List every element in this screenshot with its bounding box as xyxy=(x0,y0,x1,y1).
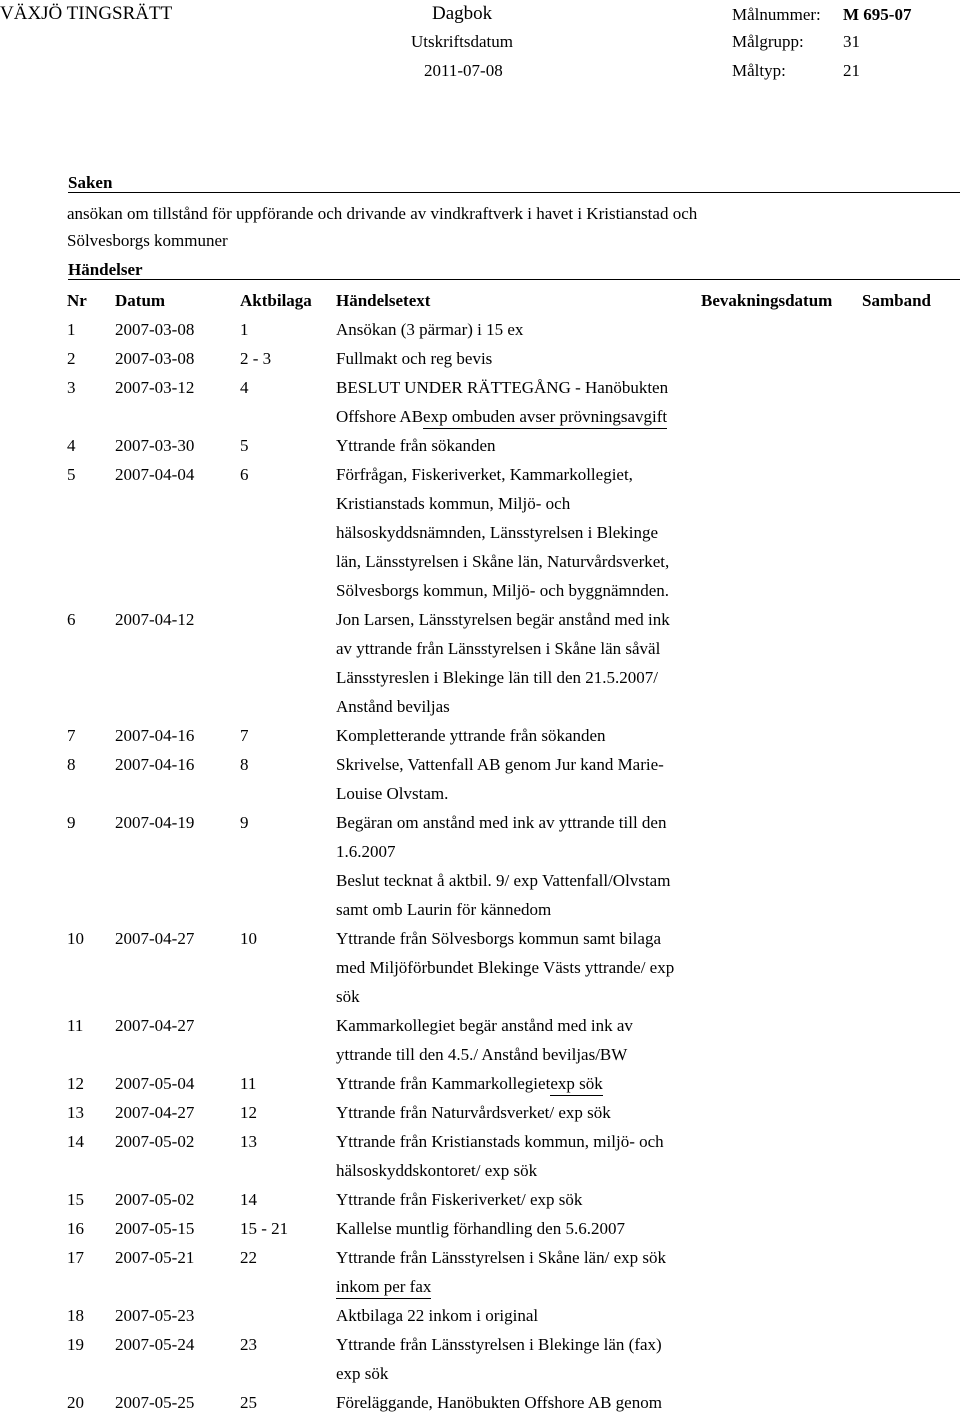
event-text-main: samt omb Laurin för kännedom xyxy=(336,900,552,919)
print-date: 2011-07-08 xyxy=(424,61,503,80)
event-text xyxy=(336,900,551,920)
event-text-main: Föreläggande, Hanöbukten Offshore AB genom xyxy=(336,1393,662,1412)
table-row xyxy=(0,813,960,842)
event-text xyxy=(336,1277,431,1297)
case-heading-rule xyxy=(68,192,960,193)
event-attachment: 11 xyxy=(240,1074,257,1093)
event-text-main: Aktbilaga 22 inkom i original xyxy=(336,1306,539,1325)
table-row xyxy=(0,552,960,581)
table-row xyxy=(0,320,960,349)
table-row xyxy=(0,668,960,697)
event-text-main: Kallelse muntlig förhandling den 5.6.2007 xyxy=(336,1219,625,1238)
event-text xyxy=(336,1190,582,1210)
event-text xyxy=(336,1016,633,1036)
event-text xyxy=(336,610,670,630)
event-attachment: 13 xyxy=(240,1132,257,1151)
event-date: 2007-05-15 xyxy=(115,1219,195,1238)
table-row xyxy=(0,1364,960,1393)
events-heading: Händelser xyxy=(68,260,143,279)
event-date: 2007-05-23 xyxy=(115,1306,195,1325)
event-text-main: Förfrågan, Fiskeriverket, Kammarkollegiet, xyxy=(336,465,633,484)
event-text-main: Yttrande från Länsstyrelsen i Blekinge län (fax) xyxy=(336,1335,662,1354)
event-text xyxy=(336,494,570,514)
table-row xyxy=(0,900,960,929)
event-text-main: län, Länsstyrelsen i Skåne län, Naturvårdsverket, xyxy=(336,552,670,571)
event-nr: 16 xyxy=(67,1219,84,1238)
event-text-main: Yttrande från Kammarkollegiet xyxy=(336,1074,551,1093)
event-text-main: Yttrande från Kristianstads kommun, miljö- och xyxy=(336,1132,664,1151)
column-header-attachment: Aktbilaga xyxy=(240,291,312,310)
event-date: 2007-05-04 xyxy=(115,1074,195,1093)
event-text xyxy=(336,639,660,659)
table-row xyxy=(0,494,960,523)
event-attachment: 23 xyxy=(240,1335,257,1354)
event-text xyxy=(336,668,658,688)
event-text xyxy=(336,1219,625,1239)
event-text xyxy=(336,1364,388,1384)
case-group-label: Målgrupp: xyxy=(732,32,804,51)
case-type: 21 xyxy=(843,61,860,80)
event-nr: 4 xyxy=(67,436,76,455)
event-attachment: 14 xyxy=(240,1190,257,1209)
table-row xyxy=(0,784,960,813)
case-number: M 695-07 xyxy=(843,5,912,24)
column-header-watch-date: Bevakningsdatum xyxy=(701,291,833,310)
event-nr: 10 xyxy=(67,929,84,948)
event-date: 2007-05-21 xyxy=(115,1248,195,1267)
event-text xyxy=(336,1248,666,1268)
table-row xyxy=(0,929,960,958)
event-text xyxy=(336,1161,537,1181)
event-text xyxy=(336,407,667,427)
event-date: 2007-05-02 xyxy=(115,1190,195,1209)
event-nr: 20 xyxy=(67,1393,84,1412)
event-attachment: 8 xyxy=(240,755,249,774)
event-date: 2007-04-27 xyxy=(115,1103,195,1122)
event-text xyxy=(336,813,666,833)
event-text-main: sök xyxy=(336,987,360,1006)
table-row xyxy=(0,842,960,871)
table-row xyxy=(0,987,960,1016)
table-row xyxy=(0,349,960,378)
event-text-main: Yttrande från Sölvesborgs kommun samt bilaga xyxy=(336,929,661,948)
event-nr: 12 xyxy=(67,1074,84,1093)
event-text xyxy=(336,320,523,340)
event-text-underlined: inkom per fax xyxy=(336,1277,431,1299)
event-text xyxy=(336,1132,664,1152)
event-date: 2007-03-08 xyxy=(115,349,195,368)
table-row xyxy=(0,726,960,755)
table-row xyxy=(0,581,960,610)
case-number-label: Målnummer: xyxy=(732,5,821,24)
event-nr: 14 xyxy=(67,1132,84,1151)
event-text-main: Fullmakt och reg bevis xyxy=(336,349,493,368)
print-date-label: Utskriftsdatum xyxy=(411,32,513,51)
event-text-main: Sölvesborgs kommun, Miljö- och byggnämnden. xyxy=(336,581,670,600)
event-attachment: 15 - 21 xyxy=(240,1219,289,1238)
table-row xyxy=(0,871,960,900)
event-attachment: 22 xyxy=(240,1248,257,1267)
table-row xyxy=(0,1393,960,1422)
event-nr: 15 xyxy=(67,1190,84,1209)
event-nr: 5 xyxy=(67,465,76,484)
event-text xyxy=(336,842,396,862)
event-text xyxy=(336,1335,662,1355)
event-text xyxy=(336,1074,603,1094)
event-text xyxy=(336,349,492,369)
event-text-underlined: exp sök xyxy=(550,1074,602,1096)
case-heading: Saken xyxy=(68,173,113,192)
table-row xyxy=(0,958,960,987)
table-row xyxy=(0,1045,960,1074)
table-row xyxy=(0,1306,960,1335)
event-nr: 8 xyxy=(67,755,76,774)
event-attachment: 7 xyxy=(240,726,249,745)
table-row xyxy=(0,523,960,552)
table-row xyxy=(0,378,960,407)
event-text-main: BESLUT UNDER RÄTTEGÅNG - Hanöbukten xyxy=(336,378,669,397)
table-row xyxy=(0,1277,960,1306)
event-nr: 13 xyxy=(67,1103,84,1122)
event-date: 2007-05-24 xyxy=(115,1335,195,1354)
event-text-underlined: exp ombuden avser prövningsavgift xyxy=(423,407,667,429)
column-header-event-text: Händelsetext xyxy=(336,291,431,310)
event-attachment: 4 xyxy=(240,378,249,397)
event-attachment: 1 xyxy=(240,320,249,339)
event-date: 2007-04-27 xyxy=(115,929,195,948)
event-text xyxy=(336,1103,611,1123)
table-row xyxy=(0,1161,960,1190)
event-date: 2007-03-30 xyxy=(115,436,195,455)
event-text xyxy=(336,465,633,485)
table-row xyxy=(0,436,960,465)
table-row xyxy=(0,1074,960,1103)
event-nr: 3 xyxy=(67,378,76,397)
table-row xyxy=(0,610,960,639)
event-text-main: Ansökan (3 pärmar) i 15 ex xyxy=(336,320,524,339)
event-nr: 17 xyxy=(67,1248,84,1267)
event-text-main: Beslut tecknat å aktbil. 9/ exp Vattenfall/Olvstam xyxy=(336,871,671,890)
table-row xyxy=(0,755,960,784)
table-row xyxy=(0,465,960,494)
event-attachment: 5 xyxy=(240,436,249,455)
table-row xyxy=(0,1016,960,1045)
event-date: 2007-03-12 xyxy=(115,378,195,397)
table-row xyxy=(0,1103,960,1132)
court-name: VÄXJÖ TINGSRÄTT xyxy=(0,3,173,24)
case-description-line-2: Sölvesborgs kommuner xyxy=(67,231,228,250)
event-nr: 9 xyxy=(67,813,76,832)
event-text-main: Yttrande från Naturvårdsverket/ exp sök xyxy=(336,1103,611,1122)
event-text-main: hälsoskyddsnämnden, Länsstyrelsen i Blekinge xyxy=(336,523,659,542)
event-text-main: Kristianstads kommun, Miljö- och xyxy=(336,494,571,513)
event-attachment: 12 xyxy=(240,1103,257,1122)
event-text-main: Kammarkollegiet begär anstånd med ink av xyxy=(336,1016,633,1035)
event-text-main: Yttrande från Fiskeriverket/ exp sök xyxy=(336,1190,583,1209)
table-row xyxy=(0,1248,960,1277)
table-row xyxy=(0,407,960,436)
event-text-main: Louise Olvstam. xyxy=(336,784,449,803)
case-description-line-1: ansökan om tillstånd för uppförande och drivande av vindkraftverk i havet i Kristianstad och xyxy=(67,204,698,223)
event-text-main: Skrivelse, Vattenfall AB genom Jur kand Marie- xyxy=(336,755,664,774)
event-attachment: 25 xyxy=(240,1393,257,1412)
column-header-nr: Nr xyxy=(67,291,87,310)
event-text-main: med Miljöförbundet Blekinge Västs yttrande/ exp xyxy=(336,958,675,977)
table-row xyxy=(0,697,960,726)
event-text xyxy=(336,871,670,891)
table-row xyxy=(0,1132,960,1161)
case-type-label: Måltyp: xyxy=(732,61,786,80)
event-text xyxy=(336,1393,662,1413)
table-row xyxy=(0,1219,960,1248)
event-date: 2007-04-16 xyxy=(115,726,195,745)
event-date: 2007-04-12 xyxy=(115,610,195,629)
event-text-main: Jon Larsen, Länsstyrelsen begär anstånd med ink xyxy=(336,610,670,629)
event-text xyxy=(336,958,674,978)
event-text xyxy=(336,726,606,746)
table-row xyxy=(0,639,960,668)
event-text xyxy=(336,581,669,601)
table-row xyxy=(0,1190,960,1219)
event-nr: 2 xyxy=(67,349,76,368)
event-date: 2007-04-19 xyxy=(115,813,195,832)
event-text-main: Yttrande från sökanden xyxy=(336,436,496,455)
event-text-main: Yttrande från Länsstyrelsen i Skåne län/ exp sök xyxy=(336,1248,666,1267)
event-text-main: yttrande till den 4.5./ Anstånd beviljas/BW xyxy=(336,1045,628,1064)
event-date: 2007-05-02 xyxy=(115,1132,195,1151)
event-nr: 19 xyxy=(67,1335,84,1354)
document-title: Dagbok xyxy=(432,3,493,24)
event-date: 2007-04-16 xyxy=(115,755,195,774)
event-attachment: 9 xyxy=(240,813,249,832)
event-text xyxy=(336,987,360,1007)
event-text xyxy=(336,784,448,804)
event-text-main: Kompletterande yttrande från sökanden xyxy=(336,726,606,745)
event-nr: 1 xyxy=(67,320,76,339)
events-heading-rule xyxy=(68,279,960,280)
event-text xyxy=(336,1306,538,1326)
event-text-main: Begäran om anstånd med ink av yttrande till den xyxy=(336,813,667,832)
event-date: 2007-04-04 xyxy=(115,465,195,484)
event-text-main: Anstånd beviljas xyxy=(336,697,450,716)
event-text xyxy=(336,378,668,398)
event-text xyxy=(336,755,664,775)
event-text xyxy=(336,436,496,456)
event-nr: 7 xyxy=(67,726,76,745)
case-group: 31 xyxy=(843,32,860,51)
event-text-main: 1.6.2007 xyxy=(336,842,396,861)
event-date: 2007-05-25 xyxy=(115,1393,195,1412)
event-text-main: av yttrande från Länsstyrelsen i Skåne län såväl xyxy=(336,639,661,658)
event-nr: 6 xyxy=(67,610,76,629)
event-nr: 11 xyxy=(67,1016,84,1035)
event-text xyxy=(336,523,658,543)
event-text-main: Offshore AB xyxy=(336,407,424,426)
event-text xyxy=(336,697,450,717)
event-attachment: 10 xyxy=(240,929,257,948)
event-text xyxy=(336,552,669,572)
event-date: 2007-04-27 xyxy=(115,1016,195,1035)
event-nr: 18 xyxy=(67,1306,84,1325)
event-text-main: hälsoskyddskontoret/ exp sök xyxy=(336,1161,538,1180)
event-text xyxy=(336,929,661,949)
event-text xyxy=(336,1045,627,1065)
event-attachment: 2 - 3 xyxy=(240,349,272,368)
event-text-main: exp sök xyxy=(336,1364,389,1383)
event-attachment: 6 xyxy=(240,465,249,484)
column-header-date: Datum xyxy=(115,291,166,310)
event-date: 2007-03-08 xyxy=(115,320,195,339)
event-text-main: Länsstyreslen i Blekinge län till den 21.5.2007/ xyxy=(336,668,659,687)
table-row xyxy=(0,1335,960,1364)
column-header-link: Samband xyxy=(862,291,931,310)
